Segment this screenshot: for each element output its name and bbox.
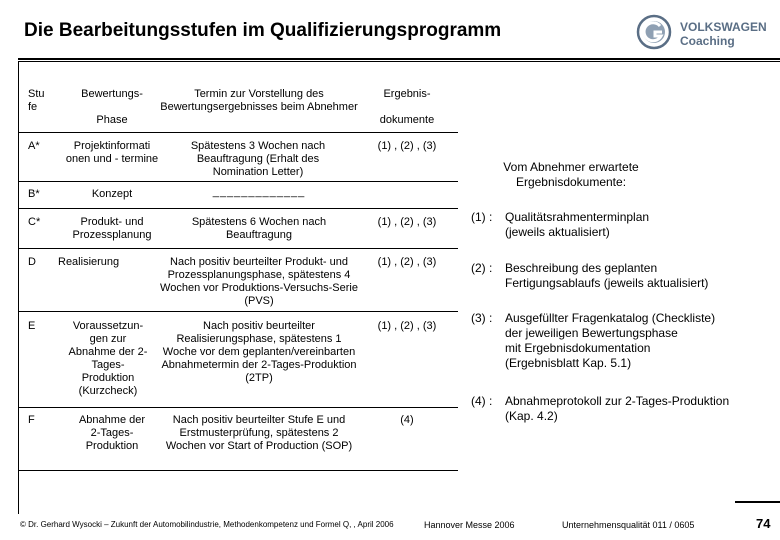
logo-line1: VOLKSWAGEN bbox=[680, 20, 767, 34]
header-rule-thin bbox=[18, 61, 780, 62]
row-c-ergebnis: (1) , (2) , (3) bbox=[377, 216, 437, 228]
legend-text: Qualitätsrahmenterminplan (jeweils aktualisiert) bbox=[505, 210, 650, 239]
row-f-stufe: F bbox=[28, 414, 35, 426]
row-divider bbox=[18, 181, 458, 182]
table-bottom bbox=[18, 470, 458, 471]
header-stufe: Stu fe bbox=[28, 88, 45, 113]
row-b-phase: Konzept bbox=[91, 188, 133, 200]
row-divider bbox=[18, 407, 458, 408]
logo-text bbox=[680, 20, 767, 48]
row-f-ergebnis: (4) bbox=[400, 414, 414, 426]
row-b-termin: _____________ bbox=[212, 186, 306, 198]
row-a-termin: Spätestens 3 Wochen nach Beauftragung (Erhalt des Nomination Letter) bbox=[190, 140, 326, 178]
row-a-stufe: A* bbox=[28, 140, 40, 152]
legend-title: Vom Abnehmer erwartete Ergebnisdokumente: bbox=[503, 160, 639, 189]
legend-item-3 bbox=[471, 311, 776, 371]
row-f-termin: Nach positiv beurteilter Stufe E und Erstmusterprüfung, spätestens 2 Wochen vor Start of Production (SOP) bbox=[165, 414, 353, 452]
header-rule bbox=[18, 58, 780, 60]
footer-event: Hannover Messe 2006 bbox=[424, 520, 515, 530]
row-d-termin: Nach positiv beurteilter Produkt- und Prozessplanungsphase, spätestens 4 Wochen vor Produktions-Versuchs-Serie (PVS) bbox=[160, 256, 358, 307]
row-b-stufe: B* bbox=[28, 188, 40, 200]
footer-doc: Unternehmensqualität 011 / 0605 bbox=[562, 520, 695, 530]
legend-text: Abnahmeprotokoll zur 2-Tages-Produktion (Kap. 4.2) bbox=[505, 394, 730, 423]
legend-text: Beschreibung des geplanten Fertigungsablaufs (jeweils aktualisiert) bbox=[505, 261, 709, 290]
header-divider bbox=[18, 132, 458, 133]
row-d-stufe: D bbox=[28, 256, 36, 268]
stages-table bbox=[18, 78, 458, 471]
row-f-phase: Abnahme der 2-Tages- Produktion bbox=[78, 414, 146, 452]
row-c-phase: Produkt- und Prozessplanung bbox=[72, 216, 152, 241]
legend-key: (1) : bbox=[471, 210, 493, 224]
legend-item-2 bbox=[471, 261, 776, 291]
page-number: 74 bbox=[756, 516, 771, 531]
legend-text: Ausgefüllter Fragenkatalog (Checkliste) der jeweiligen Bewertungsphase mit Ergebnisdokumentation (Ergebnisblatt Kap. 5.1) bbox=[505, 311, 716, 370]
row-c-stufe: C* bbox=[28, 216, 41, 228]
legend-key: (3) : bbox=[471, 311, 493, 325]
row-d-phase: Realisierung bbox=[58, 256, 120, 268]
row-divider bbox=[18, 248, 458, 249]
page-title: Die Bearbeitungsstufen im Qualifizierungsprogramm bbox=[24, 20, 502, 41]
row-e-stufe: E bbox=[28, 320, 36, 332]
logo-line2: Coaching bbox=[680, 34, 735, 48]
row-d-ergebnis: (1) , (2) , (3) bbox=[377, 256, 437, 268]
row-e-termin: Nach positiv beurteilter Realisierungsphase, spätestens 1 Woche vor dem geplanten/vereinbarten Abnahmetermin der 2-Tages-Produktion (2TP) bbox=[161, 320, 357, 384]
row-c-termin: Spätestens 6 Wochen nach Beauftragung bbox=[191, 216, 327, 241]
row-e-ergebnis: (1) , (2) , (3) bbox=[377, 320, 437, 332]
header-ergebnis: Ergebnis- dokumente bbox=[379, 88, 435, 126]
row-a-phase: Projektinformati onen und - termine bbox=[65, 140, 159, 165]
header-termin: Termin zur Vorstellung des Bewertungsergebnisses beim Abnehmer bbox=[160, 88, 358, 113]
legend-key: (4) : bbox=[471, 394, 493, 408]
legend-item-4 bbox=[471, 394, 776, 424]
footer-rule bbox=[735, 501, 780, 503]
footer-copyright: © Dr. Gerhard Wysocki – Zukunft der Automobilindustrie, Methodenkompetenz und Formel Q, , April 2006 bbox=[20, 520, 394, 529]
row-a-ergebnis: (1) , (2) , (3) bbox=[377, 140, 437, 152]
legend-key: (2) : bbox=[471, 261, 493, 275]
legend-item-1 bbox=[471, 210, 776, 240]
row-e-phase: Voraussetzun- gen zur Abnahme der 2-Tages- Produktion (Kurzcheck) bbox=[68, 320, 148, 397]
row-divider bbox=[18, 311, 458, 312]
header-bewertung: Bewertungs- Phase bbox=[81, 88, 143, 126]
row-divider bbox=[18, 208, 458, 209]
